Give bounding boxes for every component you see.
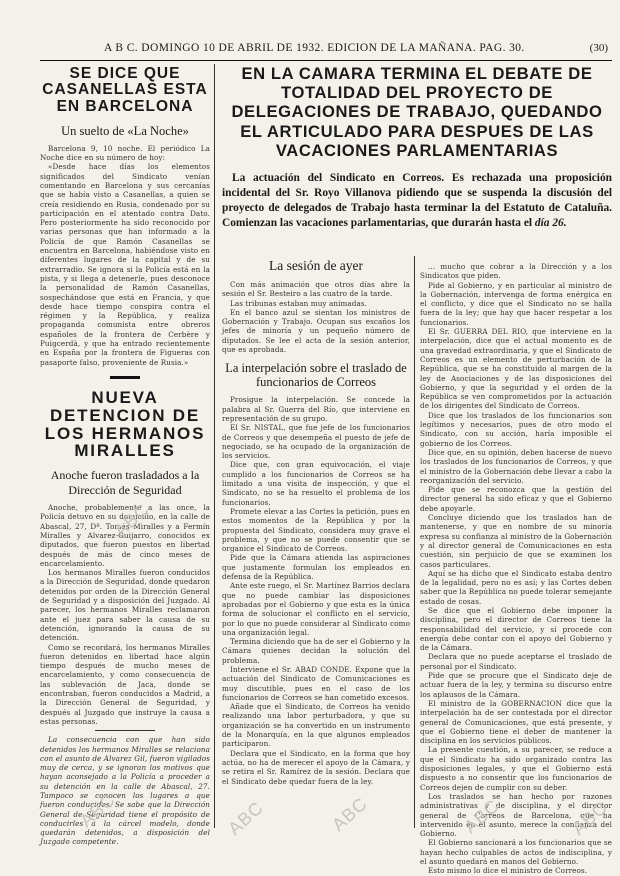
main-headline: EN LA CAMARA TERMINA EL DEBATE DE TOTALIDAD DEL PROYECTO DE DELEGACIONES DE TRABAJO, QUEDANDO EL ARTICULADO PARA DESPUES DE LAS VACACIONES PARLAMENTARIAS: [231, 64, 603, 160]
paragraph: «Desde hace días los elementos significados del Sindicato venían comentando en Barcelona y sus cercanías que se había visto a Casanellas, a quien se creía residiendo en Rusia, condenado por su participación en el atentado contra Dato. Pero posteriormente ha sido reconocido por varias personas que han informado a la Policía de que Ramón Casanellas se encuentra en Barcelona, habiéndose visto en diferentes lugares de la capital y de su extrarradio. Se ignora si la Policía está en la pista, y si llega a detenerle, pues desconoce la personalidad de Ramón Casanellas, sospechándose que está en Francia, y que desde hace tiempo conspira contra el régimen y la República, y realiza propaganda comunista entre obreros españoles de la frontera de Cerbère y Puigcerdà, y que ha entrado recientemente en España por la frontera de Figueras con pasaporte falso, proveniente de Rusia.»: [40, 162, 210, 367]
paragraph: Como se recordará, los hermanos Miralles fueron detenidos en libertad hace algún tiempo después de mucho meses de encarcelamiento, y como consecuencia de las sublevación de Jaca, donde se encontraban, fueron conducidos a Madrid, a la Dirección General de Seguridad, y después al Juzgado que instruye la causa a estas personas.: [40, 642, 210, 726]
italic-note: La consecuencia con que han sido detenidos los hermanos Miralles se relaciona con el asunto de Alvarez Gil, fueron vigilados muy de cerca, y se ignoran los motivos que hayan aconsejado a la Policía a proceder a su detención en la calle de Abascal, 27. Tampoco se conocen los lugares a que fueron conducidos. Se sabe que la Dirección General de Seguridad tiene el propósito de conducirles a la cárcel modelo, donde quedarán detenidos, a disposición del Juzgado competente.: [40, 735, 210, 847]
subhead-direccion: Anoche fueron trasladados a la Dirección de Seguridad: [50, 468, 200, 497]
paragraph: El ministro de la GOBERNACION dice que la interpelación ha de ser contestada por el director general de Comunicaciones, que está presente, y que el Gobierno tiene el deber de mantener la disciplina en los servicios públicos.: [420, 698, 612, 746]
paragraph: El Gobierno sancionará a los funcionarios que se hayan hecho culpables de actos de indisciplina, y el asunto quedará en manos del Gobierno.: [420, 838, 612, 866]
paragraph: Pide que se procure que el Sindicato deje de actuar fuera de la ley, y termina su discurso entre los aplausos de la Cámara.: [420, 671, 612, 699]
paragraph: Con más animación que otros días abre la sesión el Sr. Besteiro a las cuatro de la tarde.: [222, 280, 410, 299]
paragraph: ... mucho que cobrar a la Dirección y a los Sindicatos que piden.: [420, 262, 612, 281]
headline-miralles: NUEVA DETENCION DE LOS HERMANOS MIRALLES: [44, 387, 206, 461]
paragraph: Pide que se reconozca que la gestión del director general ha sido eficaz y que el Gobierno debe apoyarle.: [420, 485, 612, 513]
paragraph: Declara que el Sindicato, en la forma que hoy actúa, no ha de merecer el apoyo de la Cámara, y se retira el Sr. Ramírez de la sesión. Declara que el Sindicato debe quedar fuera de la ley.: [222, 748, 410, 786]
paragraph: El Sr. NISTAL, que fue jefe de los funcionarios de Correos y que desempeña el puesto de jefe de negociado, se ha ocupado de la organización de los servicios.: [222, 423, 410, 461]
paragraph: El Sr. GUERRA DEL RIO, que interviene en la interpelación, dice que el actual momento es de una gravedad extraordinaria, y que el Sindicato de Correos es un elemento de perturbación de la República, que se ha constituido al margen de la ley de Asociaciones y de las disposiciones del Gobierno, y que la seguridad y el orden de la República se ven comprometidos por la actuación de los dirigentes del Sindicato de Correos.: [420, 327, 612, 411]
subhead-interpelacion: La interpelación sobre el traslado de funcionarios de Correos: [225, 361, 407, 390]
separator: [40, 373, 210, 383]
middle-column: [222, 256, 410, 786]
paragraph: Termina diciendo que ha de ser el Gobierno y la Cámara quienes decidan la solución del problema.: [222, 637, 410, 665]
left-column: [40, 64, 210, 847]
subhead-la-noche: Un suelto de «La Noche»: [61, 123, 189, 138]
abc-watermark: ABC: [224, 797, 268, 839]
paragraph: Prosigue la interpelación. Se concede la palabra al Sr. Guerra del Río, que interviene en representación de su grupo.: [222, 395, 410, 423]
column-rule: [214, 64, 215, 828]
paragraph: Se dice que el Gobierno debe imponer la disciplina, pero el director de Correos tiene la responsabilidad del servicio, y si procede con energía debe contar con el apoyo del Gobierno y de la Cámara.: [420, 605, 612, 653]
column-rule: [414, 256, 415, 828]
paragraph: Dice que, en su opinión, deben hacerse de nuevo los traslados de los funcionarios de Correos, y que el ministro de la Gobernación debe llevar a cabo la reorganización del servicio.: [420, 447, 612, 485]
paragraph: Barcelona 9, 10 noche. El periódico La Noche dice en su número de hoy:: [40, 143, 210, 163]
paragraph: Pide al Gobierno, y en particular al ministro de la Gobernación, intervenga de forma enérgica en el conflicto, y dice que el Sindicato no se halla fuera de la ley; que hay que hacer respetar a los funcionarios.: [420, 280, 612, 327]
paragraph: Promete elevar a las Cortes la petición, pues en estos momentos de la República y por la propuesta del Sindicato, considera muy grave el problema, y que no se puede consentir que se organice el Sindicato de Correos.: [222, 506, 410, 554]
page-code: (30): [589, 42, 608, 54]
abc-watermark: ABC: [568, 797, 612, 839]
abc-watermark: ABC: [460, 795, 504, 837]
page-header: [40, 42, 612, 61]
paragraph: La presente cuestión, a su parecer, se reduce a que el Sindicato ha sido organizado contra las disposiciones legales, y que el Gobierno está dispuesto a no consentir que los funcionarios de Correos dejen de cumplir con su deber.: [420, 745, 612, 792]
paragraph: Ante este ruego, el Sr. Martínez Barrios declara que no puede cambiar las disposiciones aprobadas por el Gobierno y que esta es la única forma de solucionar el conflicto en el servicio, por lo que no puede considerar al Sindicato como una organización legal.: [222, 581, 410, 637]
headline-casanellas: SE DICE QUE CASANELLAS ESTA EN BARCELONA: [42, 65, 208, 115]
abc-watermark: ABC: [328, 793, 372, 835]
paragraph: Los hermanos Miralles fueron conducidos a la Dirección de Seguridad, donde quedaron detenidos por orden de la Dirección General de Seguridad y a disposición del Juzgado. Al parecer, los hermanos Miralles reclamaron ante el juez para saber la causa de su detención, ignorando la causa de su detención.: [40, 568, 210, 643]
paragraph: Anoche, probablemente a las once, la Policía detuvo en su domicilio, en la calle de Abascal, 27, Dª. Tomás Miralles y a Fermín Miralles y Alvarez-Guijarro, conocidos ex diputados, que fueron puestos en libertad después de más de cinco meses de encarcelamiento.: [40, 503, 210, 568]
paragraph: Las tribunas estaban muy animadas.: [230, 298, 368, 308]
paragraph: Pide que la Cámara atienda las aspiraciones que justamente formulan los empleados en defensa de la República.: [222, 553, 410, 582]
paragraph: Añade que el Sindicato, de Correos ha venido realizando una labor perturbadora, y que su organización se ha convertido en un instrumento de la Monarquía, en la que algunos empleados participaron.: [222, 702, 410, 749]
separator: [95, 730, 155, 731]
abc-watermark: ABC: [76, 789, 120, 831]
main-deck: [222, 171, 612, 231]
paragraph: Concluye diciendo que los traslados han de mantenerse, y que en nombre de su minoría expresa su confianza al ministro de la Gobernación y al director general de Comunicaciones en esta cuestión, sin perjuicio de que se examinen los casos particulares.: [420, 513, 612, 569]
paragraph: Aquí se ha dicho que el Sindicato estaba dentro de la legalidad, pero no es así; y las Cortes deben saber que la República no puede tolerar semejante estado de cosas.: [420, 568, 612, 606]
paragraph: Dice que, con gran equivocación, el viaje cumplido a los funcionarios de Correos se ha limitado a una visita de inspección, y que el Sindicato, no se ha resuelto el problema de los funcionarios.: [222, 460, 410, 507]
subhead-sesion: La sesión de ayer: [268, 258, 364, 273]
paragraph: Interviene el Sr. ABAD CONDE. Expone que la actuación del Sindicato de Comunicaciones es muy discutible, pues en el caso de los funcionarios de Correos se han cometido excesos.: [222, 664, 410, 702]
right-column: [420, 262, 612, 876]
paragraph: Declara que no puede aceptarse el traslado de personal por el Sindicato.: [420, 652, 612, 671]
dateline: A B C. DOMINGO 10 DE ABRIL DE 1932. EDICION DE LA MAÑANA. PAG. 30.: [104, 42, 525, 54]
abc-watermark: ABC: [110, 499, 154, 541]
deck-date: día 26.: [534, 217, 567, 229]
paragraph: Dice que los traslados de los funcionarios son legítimos y necesarios, pues de otro modo el Sindicato, con su acción, haría imposible el gobierno de los Correos.: [420, 410, 612, 448]
paragraph: Los traslados se han hecho por razones administrativas y de disciplina, y el director general de Correos de Barcelona, que ha intervenido en el asunto, merece la confianza del Gobierno.: [420, 791, 612, 839]
deck-text: La actuación del Sindicato en Correos. Es rechazada una proposición incidental del Sr. Royo Villanova pidiendo que se suspenda la discusión del proyecto de delegados de Trabajo hasta terminar la del Estatuto de Cataluña. Comienzan las vacaciones parlamentarias, que durarán hasta el: [222, 172, 612, 229]
paragraph: Esto mismo lo dice el ministro de Correos.: [428, 866, 588, 876]
paragraph: En el banco azul se sientan los ministros de Gobernación y Trabajo. Ocupan sus escaños los jefes de minoría y un pequeño número de diputados. Se lee el acta de la sesión anterior, que es aprobada.: [222, 307, 410, 355]
